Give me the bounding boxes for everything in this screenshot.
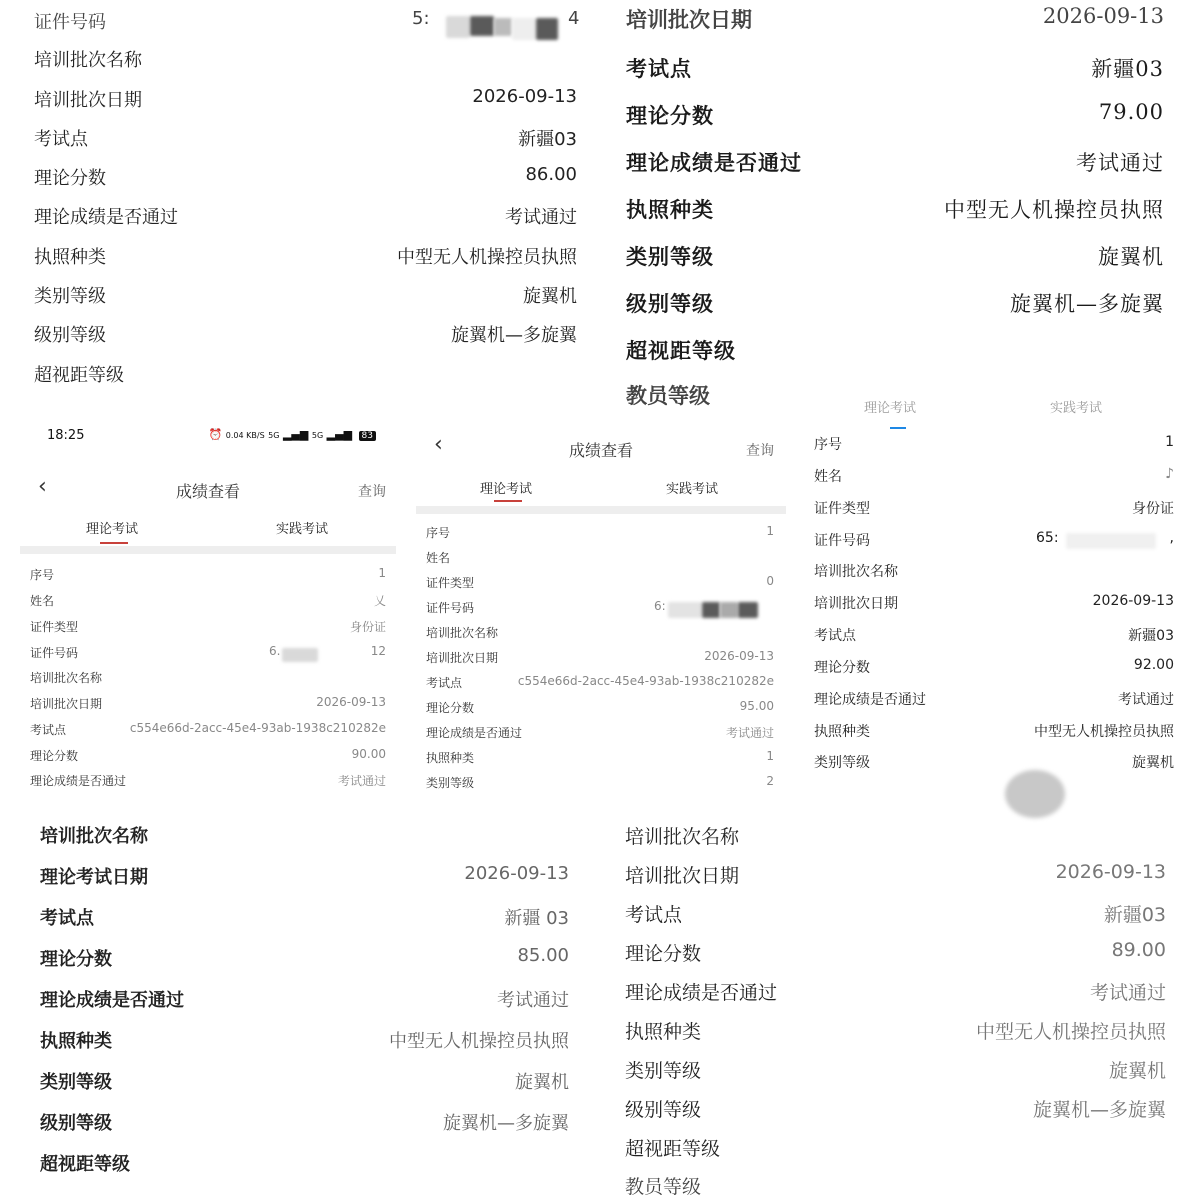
row-value: 1 (1165, 434, 1174, 450)
row-value: ♪ (1165, 466, 1174, 482)
row-value: 79.00 (1098, 100, 1164, 124)
row-label: 姓名 (426, 551, 451, 565)
tab-theory[interactable] (864, 397, 916, 416)
row-value: 2 (766, 774, 774, 788)
row-label: 级别等级 (40, 1113, 112, 1134)
row-label: 培训批次名称 (30, 671, 103, 685)
row-label: 考试点 (30, 723, 67, 737)
row-value: 1 (766, 524, 774, 538)
row-label: 理论分数 (626, 103, 714, 128)
row-label: 理论成绩是否通过 (34, 207, 178, 228)
page-title: 成绩查看 (568, 441, 633, 460)
row-value: 95.00 (739, 699, 774, 713)
row-label: 证件类型 (814, 501, 870, 517)
tab-theory[interactable] (480, 478, 532, 497)
row-value: 中型无人机操控员执照 (1034, 724, 1174, 740)
row-label: 培训批次名称 (426, 626, 499, 640)
status-icons (209, 428, 376, 441)
redaction-block (536, 18, 558, 40)
row-value: 乂 (373, 594, 386, 608)
row-label: 级别等级 (626, 291, 714, 316)
id-number-partial: 65: (1036, 530, 1059, 546)
row-value: 旋翼机 (1098, 245, 1164, 269)
row-value: 中型无人机操控员执照 (397, 247, 577, 268)
row-value: c554e66d-2acc-45e4-93ab-1938c210282e (517, 674, 774, 688)
row-label: 培训批次名称 (34, 50, 142, 71)
row-value: 旋翼机—多旋翼 (1010, 292, 1164, 316)
row-value: 新疆03 (1091, 57, 1164, 81)
row-label: 培训批次日期 (34, 90, 142, 111)
row-label: 理论成绩是否通过 (426, 726, 523, 740)
row-label: 考试点 (40, 908, 94, 929)
row-value: 旋翼机 (1108, 1060, 1166, 1082)
redaction-block (668, 602, 702, 618)
phone-screenshot-panel-4 (416, 420, 786, 790)
nav-bar (416, 428, 786, 468)
divider (20, 546, 396, 554)
row-value: 0 (766, 574, 774, 588)
tab-theory[interactable] (86, 518, 138, 537)
tab-label: 实践考试 (276, 522, 329, 537)
row-label: 类别等级 (40, 1072, 112, 1093)
tab-bar (20, 510, 396, 546)
tab-label: 实践考试 (1050, 401, 1103, 416)
row-label: 执照种类 (626, 197, 714, 222)
tab-label: 理论考试 (480, 482, 533, 497)
row-label: 执照种类 (426, 751, 475, 765)
score-detail-panel-7 (600, 800, 1200, 1200)
row-value: 85.00 (517, 945, 569, 966)
tab-practice[interactable] (666, 478, 718, 497)
net-speed: 0.04 KB/S (225, 431, 265, 440)
row-label: 培训批次日期 (814, 596, 898, 612)
nav-bar (20, 468, 396, 508)
id-number-partial: 5: (412, 8, 430, 29)
active-tab-indicator (494, 500, 522, 502)
tab-practice[interactable] (1050, 397, 1102, 416)
row-label: 证件类型 (30, 620, 79, 634)
row-value: 2026-09-13 (1055, 861, 1166, 883)
row-label: 考试点 (625, 904, 683, 926)
row-value: 考试通过 (497, 990, 569, 1011)
id-number-partial-end: , (1169, 530, 1174, 546)
page-title: 成绩查看 (175, 482, 240, 501)
row-value: 身份证 (1132, 501, 1174, 517)
row-label: 姓名 (814, 469, 842, 485)
row-value: 考试通过 (337, 774, 386, 788)
tab-label: 实践考试 (666, 482, 719, 497)
row-label: 证件号码 (426, 601, 475, 615)
row-value: 考试通过 (1076, 151, 1164, 175)
row-value: 89.00 (1111, 939, 1166, 961)
active-tab-indicator (890, 427, 906, 429)
row-label: 超视距等级 (625, 1138, 721, 1160)
row-label: 考试点 (426, 676, 463, 690)
id-number-partial: 6: (654, 599, 666, 613)
signal-icon: ▂▄▆ (282, 428, 309, 441)
tab-practice[interactable] (276, 518, 328, 537)
back-arrow-icon[interactable]: ‹ (38, 474, 47, 499)
row-label: 类别等级 (814, 755, 870, 771)
row-label: 培训批次日期 (30, 697, 103, 711)
redaction-block (282, 648, 318, 662)
row-label: 理论分数 (625, 943, 702, 965)
signal-label: 5G (268, 431, 280, 440)
row-value: 86.00 (525, 164, 577, 185)
row-label: 理论成绩是否通过 (40, 990, 184, 1011)
row-value: 旋翼机—多旋翼 (1032, 1099, 1166, 1121)
row-value: 考试通过 (1118, 692, 1174, 708)
row-label: 培训批次日期 (426, 651, 499, 665)
row-label: 培训批次名称 (40, 826, 148, 847)
row-label: 理论分数 (426, 701, 475, 715)
row-value: 中型无人机操控员执照 (389, 1031, 569, 1052)
row-label: 培训批次名称 (814, 564, 898, 580)
cut-off-label: 证件号码 (34, 12, 106, 33)
redaction-block (1005, 770, 1065, 818)
row-value: 考试通过 (1089, 982, 1166, 1004)
tab-label: 理论考试 (86, 522, 139, 537)
row-label: 培训批次日期 (625, 865, 740, 887)
back-arrow-icon[interactable]: ‹ (434, 432, 443, 457)
row-label: 考试点 (814, 628, 856, 644)
row-label: 类别等级 (626, 244, 714, 269)
battery-icon: 83 (359, 431, 376, 441)
signal-icon: ▂▄▆ (326, 428, 353, 441)
id-number-partial-end: 12 (370, 644, 386, 658)
row-label: 理论分数 (34, 168, 106, 189)
row-label: 执照种类 (625, 1021, 702, 1043)
query-button[interactable]: 查询 (358, 484, 386, 500)
row-label: 理论分数 (30, 749, 79, 763)
row-value: 2026-09-13 (1092, 593, 1174, 609)
redaction-block (702, 602, 720, 618)
row-label: 级别等级 (34, 325, 106, 346)
row-label: 考试点 (34, 129, 88, 150)
row-value: c554e66d-2acc-45e4-93ab-1938c210282e (129, 721, 386, 735)
row-label: 理论成绩是否通过 (625, 982, 778, 1004)
divider (416, 506, 786, 514)
row-value: 2026-09-13 (316, 695, 386, 709)
score-detail-panel-6 (0, 800, 600, 1200)
row-value: 1 (378, 566, 386, 580)
row-label: 理论成绩是否通过 (814, 692, 926, 708)
row-value: 旋翼机 (523, 286, 577, 307)
row-label: 执照种类 (814, 724, 870, 740)
cut-off-label: 培训批次日期 (626, 7, 752, 32)
row-label: 类别等级 (426, 776, 475, 790)
query-button[interactable]: 查询 (746, 443, 774, 459)
redaction-block (512, 18, 536, 40)
row-value: 身份证 (349, 620, 386, 634)
row-value: 新疆 03 (504, 908, 569, 929)
row-label: 理论考试日期 (40, 867, 148, 888)
row-label: 序号 (30, 568, 55, 582)
row-value: 旋翼机—多旋翼 (443, 1113, 569, 1134)
row-label: 考试点 (626, 56, 692, 81)
row-label: 证件类型 (426, 576, 475, 590)
redaction-block (470, 16, 494, 36)
row-label: 超视距等级 (626, 338, 736, 363)
row-label: 序号 (814, 437, 842, 453)
status-bar (20, 420, 396, 452)
row-label: 类别等级 (34, 286, 106, 307)
row-label: 类别等级 (625, 1060, 702, 1082)
redaction-block (446, 16, 470, 38)
tab-label: 理论考试 (864, 401, 917, 416)
phone-screenshot-panel-3 (20, 420, 396, 788)
redaction-block (738, 602, 758, 618)
row-label: 执照种类 (40, 1031, 112, 1052)
row-value: 92.00 (1133, 657, 1174, 673)
row-label: 理论分数 (40, 949, 112, 970)
row-value: 考试通过 (725, 726, 774, 740)
row-value: 旋翼机—多旋翼 (451, 325, 577, 346)
score-detail-panel-1 (0, 0, 600, 400)
redaction-block (1066, 533, 1156, 549)
row-value: 旋翼机 (515, 1072, 569, 1093)
row-value: 新疆03 (1128, 628, 1174, 644)
row-label: 超视距等级 (40, 1154, 130, 1175)
signal-label: 5G (311, 431, 324, 440)
phone-screenshot-panel-5 (806, 401, 1180, 780)
row-value: 2026-09-13 (464, 863, 569, 884)
row-value: 旋翼机 (1132, 755, 1174, 771)
row-value: 2026-09-13 (704, 649, 774, 663)
row-value: 90.00 (351, 747, 386, 761)
cut-off-value: 2026-09-13 (1042, 4, 1164, 28)
row-value: 新疆03 (518, 129, 577, 150)
tab-bar (416, 470, 786, 506)
redaction-block (494, 18, 512, 36)
row-label: 理论成绩是否通过 (30, 774, 127, 788)
active-tab-indicator (100, 542, 128, 544)
row-value: 考试通过 (505, 207, 577, 228)
row-value: 新疆03 (1103, 904, 1166, 926)
row-label: 理论分数 (814, 660, 870, 676)
row-label: 姓名 (30, 594, 55, 608)
row-value: 中型无人机操控员执照 (944, 198, 1164, 222)
id-number-partial-end: 4 (568, 8, 580, 29)
row-label: 理论成绩是否通过 (626, 150, 802, 175)
cut-off-label: 教员等级 (625, 1176, 702, 1198)
row-label: 级别等级 (625, 1099, 702, 1121)
row-label: 超视距等级 (34, 365, 124, 386)
row-label: 序号 (426, 526, 451, 540)
alarm-icon: ⏰ (208, 428, 223, 441)
row-label: 执照种类 (34, 247, 106, 268)
row-value: 1 (766, 749, 774, 763)
row-label: 证件号码 (30, 646, 79, 660)
row-value: 2026-09-13 (472, 86, 577, 107)
row-label: 培训批次名称 (625, 826, 740, 848)
row-label: 证件号码 (814, 533, 870, 549)
redaction-block (720, 602, 738, 618)
status-time: 18:25 (47, 428, 85, 443)
cut-off-label: 教员等级 (626, 383, 710, 408)
id-number-partial: 6. (269, 644, 281, 658)
score-detail-panel-2 (600, 0, 1200, 408)
row-value: 中型无人机操控员执照 (975, 1021, 1166, 1043)
